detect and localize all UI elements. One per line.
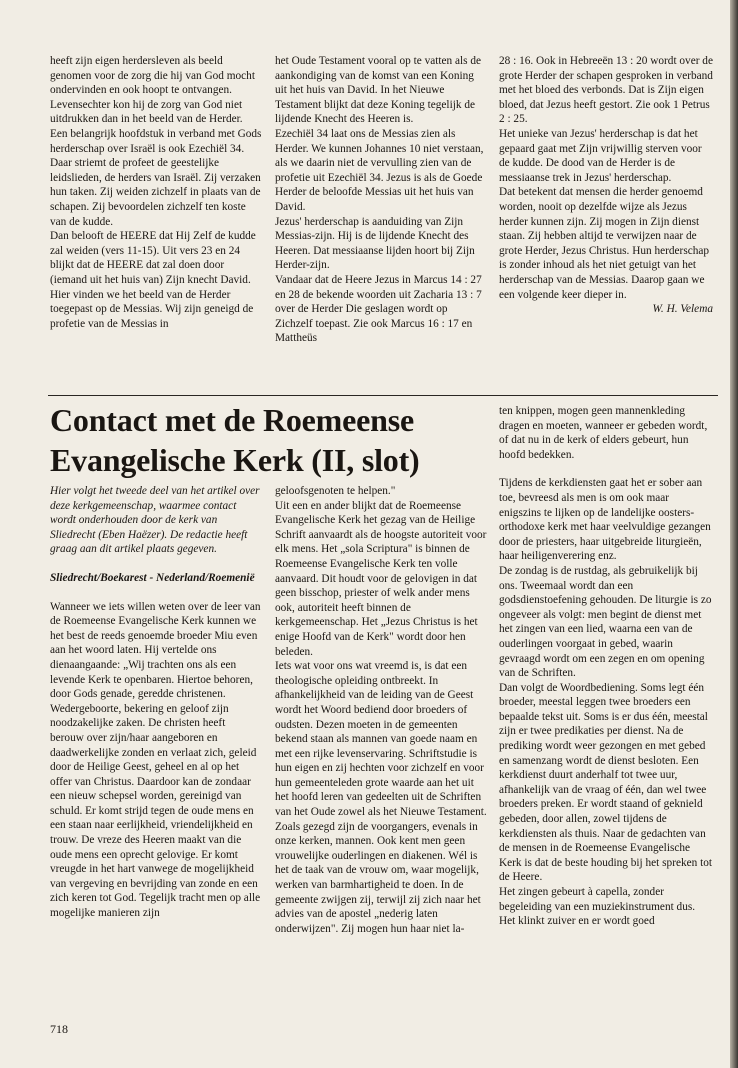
article-column-2 bbox=[275, 484, 487, 1009]
author-signature: W. H. Velema bbox=[652, 303, 713, 316]
paragraph: Dan volgt de Woordbediening. Soms legt één broeder, meestal leggen twee broeders een bepaalde tekst uit. Soms is er dus één, meestal zijn er twee predikaties per dienst. Na de prediking wordt weer gezongen en met gebed en samenzang wordt de dienst besloten. Een kerkdienst duurt anderhalf tot twee uur, afhankelijk van de vraag of één, dan wel twee broeders preken. Er wordt staand of geknield gebeden, door allen, zowel tijdens de kerkdiensten als thuis. Naar de gedachten van de mensen in de Roemeense Evangelische Kerk is dat de beste houding bij het spreken tot de Heere. bbox=[499, 681, 713, 884]
paragraph: Het unieke van Jezus' herderschap is dat het gepaard gaat met Zijn vrijwillig sterven voor de kudde. De dood van de Herder is de messiaanse trek in Jezus' herderschap. bbox=[499, 127, 702, 184]
paragraph: Zoals gezegd zijn de voorgangers, evenals in onze kerken, mannen. Ook kent men geen vrouwelijke ouderlingen en diakenen. Wél is het de taak van de vrouw om, waar mogelijk, werken van barmhartigheid te doen. In de gemeente zwijgen zij, terwijl zij zich naar het advies van de apostel „nederig laten onderwijzen". Zij mogen hun haar niet la- bbox=[275, 820, 481, 935]
paragraph: geloofsgenoten te helpen." bbox=[275, 485, 396, 497]
section-divider bbox=[48, 395, 718, 396]
binding-edge bbox=[730, 0, 738, 1068]
article-column-1 bbox=[50, 484, 262, 1009]
paragraph: Een belangrijk hoofdstuk in verband met Gods herderschap over Israël is ook Ezechiël 34. Daar striemt de profeet de geestelijke leidslieden, de herders van Israël. Zij verzaken hun taken. Zij weiden zichzelf in plaats van de schapen. Zij bevoordelen zichzelf ten koste van de kudde. bbox=[50, 127, 262, 228]
article-title: Contact met de Roemeense Evangelische Kerk (II, slot) bbox=[50, 402, 420, 478]
paragraph: Het zingen gebeurt à capella, zonder begeleiding van een muziekinstrument dus. Het klinkt zuiver en er wordt goed bbox=[499, 886, 696, 928]
article-column-3 bbox=[499, 404, 713, 1009]
article-intro: Hier volgt het tweede deel van het artikel over deze kerkgemeenschap, waarmee contact wordt onderhouden door de kerk van Sliedrecht (Eben Haëzer). De redactie heeft graag aan dit artikel plaats gegeven. bbox=[50, 485, 260, 556]
paragraph: Uit een en ander blijkt dat de Roemeense Evangelische Kerk het gezag van de Heilige Schrift aanvaardt als de hoogste autoriteit voor elk mens. Het „sola Scriptura" is binnen de Roemeense Evangelische Kerk ten volle aanvaard. Dit houdt voor de gelovigen in dat geen bisschop, priester of welk ander mens ook, autoriteit heeft binnen de kerkgemeenschap. Het „Jezus Christus is het enige Hoofd van de Kerk" wordt door hen beleden. bbox=[275, 499, 487, 658]
paragraph: Vandaar dat de Heere Jezus in Marcus 14 : 27 en 28 de bekende woorden uit Zacharia 13 : 7 over de Herder Die geslagen wordt op Zichzelf toepast. Zie ook Marcus 16 : 17 en Mattheüs bbox=[275, 273, 482, 345]
paragraph: Jezus' herderschap is aanduiding van Zijn Messias-zijn. Hij is de lijdende Knecht des Heeren. Dat messiaanse lijden hoort bij Zijn Herder-zijn. bbox=[275, 215, 475, 272]
paragraph: 28 : 16. Ook in Hebreeën 13 : 20 wordt over de grote Herder der schapen gesproken in verband met het bloed des verbonds. Dat is Zijn eigen bloed, dat Jezus heeft gestort. Zie ook 1 Petrus 2 : 25. bbox=[499, 55, 713, 126]
page-number: 718 bbox=[50, 1022, 68, 1036]
top-column-2 bbox=[275, 54, 487, 394]
paragraph: Tijdens de kerkdiensten gaat het er sober aan toe, bevreesd als men is om ook maar enigszins te lijken op de landelijke oosters-orthodoxe kerk met haar veelvuldige gezangen door de priesters, haar uitgebreide liturgieën, haar heiligenverering enz. bbox=[499, 477, 711, 563]
paragraph: Iets wat voor ons wat vreemd is, is dat een theologische opleiding ontbreekt. In afhankelijkheid van de leiding van de Geest wordt het Woord bediend door broeders of oudsten. Dezen moeten in de gemeenten bekend staan als mannen van goede naam en met een rijke levenservaring. Schriftstudie is hun eigen en zij hechten voor zichzelf en voor hun gemeenteleden grote waarde aan het uit het hoofd leren van gedeelten uit de Schriften van het Oude zowel als het Nieuwe Testament. bbox=[275, 660, 487, 819]
paragraph: De zondag is de rustdag, als gebruikelijk bij ons. Tweemaal wordt dan een godsdienstoefening gehouden. De liturgie is zo ongeveer als volgt: men begint de dienst met het zingen van een lied, waarna een van de ouderlingen voorgaat in gebed, waarin gevraagd wordt om een zegen en om opening van de Schriften. bbox=[499, 564, 712, 680]
paragraph: Hier vinden we het beeld van de Herder toegepast op de Messias. Wij zijn geneigd de profetie van de Messias in bbox=[50, 288, 254, 330]
paragraph: Dat betekent dat mensen die herder genoemd worden, nooit op dezelfde wijze als Jezus herder kunnen zijn. Zij mogen in Zijn dienst staan. Zij hebben altijd te verwijzen naar de grote Herder, Jezus Christus. Hun herderschap is zonder inhoud als het niet getuigt van het herderschap van de Messias. Daarop gaan we een volgende keer dieper in. bbox=[499, 186, 710, 301]
paragraph: ten knippen, mogen geen mannenkleding dragen en moeten, wanneer er gebeden wordt, of dat nu in de kerk of elders gebeurt, hun hoofd bedekken. bbox=[499, 405, 708, 461]
paragraph: Wanneer we iets willen weten over de leer van de Roemeense Evangelische Kerk kunnen we het best de reeds genoemde broeder Miu even aan het woord laten. Hij vertelde ons dienaangaande: „Wij trachten ons als een levende Kerk te openbaren. Hiertoe behoren, door Gods genade, geredde christenen. Wedergeboorte, bekering en geloof zijn noodzakelijke zaken. De christen heeft berouw over zijn/haar aangeboren en daadwerkelijke zonden en verlaat zich, geleid door de Heilige Geest, geheel en al op het offer van Christus. Daardoor kan de zondaar een nieuw schepsel worden, gereinigd van schuld. Er komt strijd tegen de oude mens en een staan naar eerlijkheid, vriendelijkheid en trouw. De vreze des Heeren maakt van die oude mens een oprecht gelovige. Er komt vreugde in het hart vanwege de mogelijkheid van vergeving en bevrijding van zonde en een zich keren tot God. Tegelijk tracht men op alle mogelijke manieren zijn bbox=[50, 600, 261, 920]
paragraph: het Oude Testament vooral op te vatten als de aankondiging van de komst van een Koning uit het huis van David. In het Nieuwe Testament blijkt dat deze Koning tegelijk de lijdende Knecht des Heeren is. bbox=[275, 55, 482, 126]
paragraph: heeft zijn eigen herdersleven als beeld genomen voor de zorg die hij van God mocht ondervinden en ook hoopt te ontvangen. Levensechter kon hij de zorg van God niet uitdrukken dan in het beeld van de Herder. bbox=[50, 55, 255, 126]
article-dateline: Sliedrecht/Boekarest - Nederland/Roemenië bbox=[50, 571, 255, 584]
paragraph: Ezechiël 34 laat ons de Messias zien als Herder. We kunnen Johannes 10 niet verstaan, als we daarin niet de vervulling zien van de profetie uit Ezechiël 34. Jezus is als de Goede Herder de beloofde Messias uit het huis van David. bbox=[275, 127, 484, 213]
top-column-3 bbox=[499, 54, 713, 394]
paragraph: Dan belooft de HEERE dat Hij Zelf de kudde zal weiden (vers 11-15). Uit vers 23 en 24 blijkt dat de HEERE dat zal doen door (iemand uit het huis van) Zijn knecht David. bbox=[50, 230, 256, 286]
top-column-1 bbox=[50, 54, 262, 394]
